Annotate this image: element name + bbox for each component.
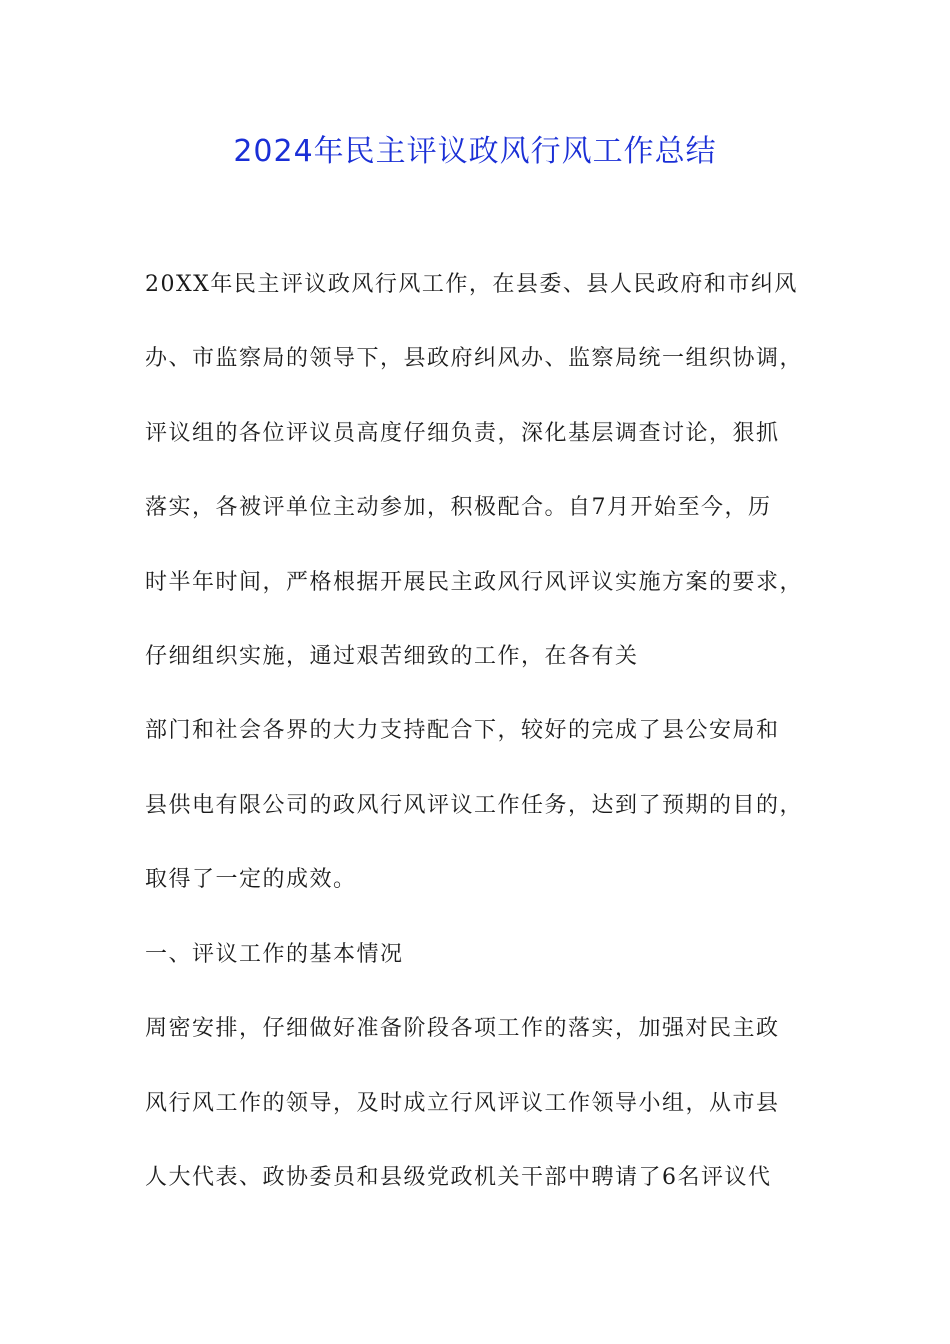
document-title: 2024年民主评议政风行风工作总结 — [233, 134, 717, 169]
paragraph-line: 时半年时间，严格根据开展民主政风行风评议实施方案的要求， — [145, 570, 804, 595]
paragraph-line: 20XX年民主评议政风行风工作，在县委、县人民政府和市纠风 — [145, 272, 798, 297]
paragraph-line: 仔细组织实施，通过艰苦细致的工作，在各有关 — [145, 644, 639, 669]
paragraph-line: 县供电有限公司的政风行风评议工作任务，达到了预期的目的， — [145, 793, 804, 818]
paragraph-line: 评议组的各位评议员高度仔细负责，深化基层调查讨论，狠抓 — [145, 421, 780, 446]
section-heading: 一、评议工作的基本情况 — [145, 942, 404, 967]
paragraph-line: 落实，各被评单位主动参加，积极配合。自7月开始至今，历 — [145, 495, 772, 520]
paragraph-line: 周密安排，仔细做好准备阶段各项工作的落实，加强对民主政 — [145, 1016, 780, 1041]
paragraph-line: 办、市监察局的领导下，县政府纠风办、监察局统一组织协调， — [145, 346, 804, 371]
paragraph-line: 部门和社会各界的大力支持配合下，较好的完成了县公安局和 — [145, 718, 780, 743]
paragraph-line: 人大代表、政协委员和县级党政机关干部中聘请了6名评议代 — [145, 1165, 772, 1190]
paragraph-line: 风行风工作的领导，及时成立行风评议工作领导小组，从市县 — [145, 1091, 780, 1116]
paragraph-line: 取得了一定的成效。 — [145, 867, 357, 892]
